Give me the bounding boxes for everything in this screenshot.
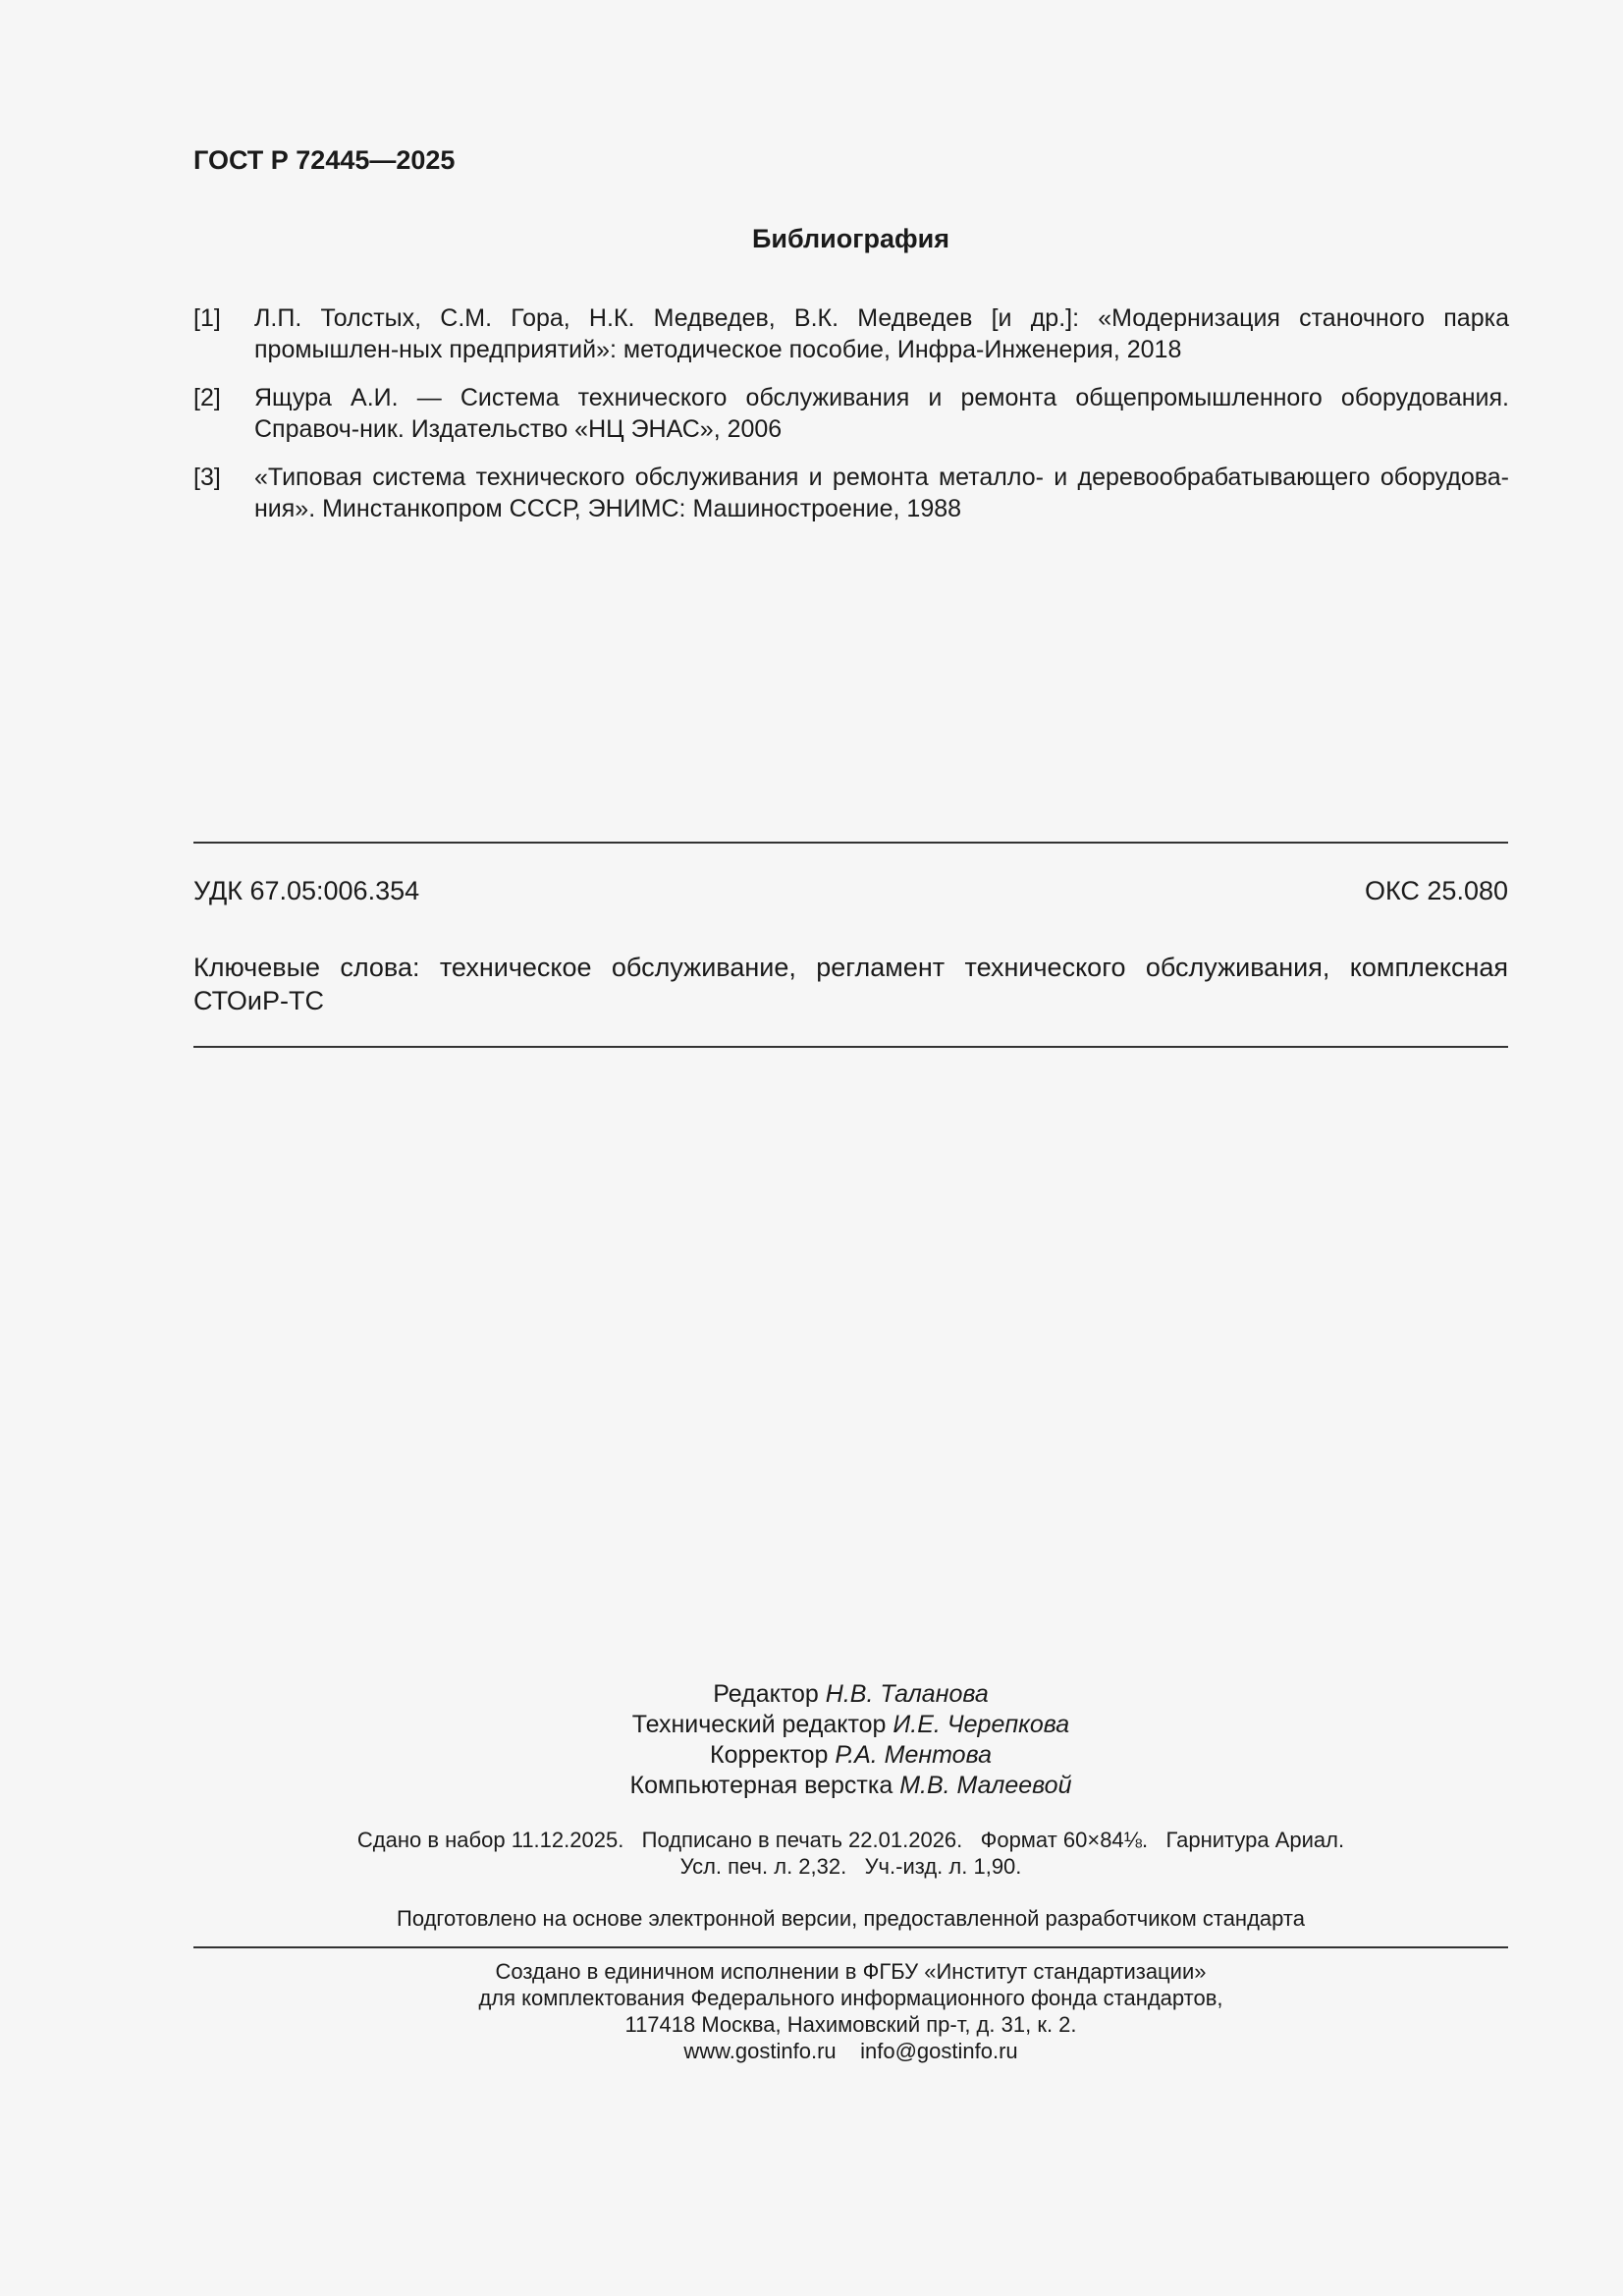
bibliography-item-number: [2] <box>193 384 221 411</box>
credit-line <box>0 1771 1623 1801</box>
credit-name: Н.В. Таланова <box>825 1680 989 1708</box>
oks-code: ОКС 25.080 <box>1364 876 1508 905</box>
bibliography-item-text: Л.П. Толстых, С.М. Гора, Н.К. Медведев, В.К. Медведев [и др.]: «Модернизация станочного парка промышлен-ных предприятий»: методическое пособие, Инфра-Инженерия, 2018 <box>254 304 1509 363</box>
publisher-line: Создано в единичном исполнении в ФГБУ «Институт стандартизации» <box>495 1959 1207 1984</box>
divider-bottom <box>193 1946 1508 1948</box>
bibliography-item <box>193 302 1509 365</box>
publisher-contacts: www.gostinfo.ru info@gostinfo.ru <box>683 2039 1018 2063</box>
print-info-line: Сдано в набор 11.12.2025. Подписано в печать 22.01.2026. Формат 60×84⅛. Гарнитура Ариал. <box>356 1828 1345 1852</box>
publisher-line: для комплектования Федерального информационного фонда стандартов, <box>478 1986 1223 2010</box>
bibliography-item-number: [1] <box>193 304 221 332</box>
divider-top <box>193 842 1508 844</box>
credit-name: Р.А. Ментова <box>835 1741 992 1769</box>
bibliography-item-number: [3] <box>193 464 221 491</box>
bibliography-item-text: «Типовая система технического обслуживания и ремонта металло- и деревообрабатывающего оборудова-ния». Минстанкопром СССР, ЭНИМС: Машиностроение, 1988 <box>254 464 1509 522</box>
keywords: Ключевые слова: техническое обслуживание, регламент технического обслуживания, комплексная СТОиР-ТС <box>193 953 1508 1015</box>
divider-keywords <box>193 1046 1508 1048</box>
bibliography-title: Библиография <box>752 224 949 253</box>
publisher-line: 117418 Москва, Нахимовский пр-т, д. 31, к. 2. <box>624 2012 1077 2037</box>
credit-name: И.Е. Черепкова <box>893 1711 1070 1738</box>
prepared-note: Подготовлено на основе электронной версии, предоставленной разработчиком стандарта <box>397 1906 1305 1931</box>
bibliography-item-text: Ящура А.И. — Система технического обслуживания и ремонта общепромышленного оборудования. Справоч-ник. Издательство «НЦ ЭНАС», 2006 <box>254 384 1509 443</box>
credit-line <box>0 1679 1623 1710</box>
udk-code: УДК 67.05:006.354 <box>193 876 420 905</box>
credit-name: М.В. Малеевой <box>899 1772 1072 1799</box>
credit-role: Компьютерная верстка <box>629 1772 893 1799</box>
print-info-line: Усл. печ. л. 2,32. Уч.-изд. л. 1,90. <box>679 1854 1022 1879</box>
credit-line <box>0 1710 1623 1740</box>
credit-role: Технический редактор <box>631 1711 887 1738</box>
credit-role: Корректор <box>710 1741 829 1769</box>
bibliography-item <box>193 382 1509 445</box>
bibliography-item <box>193 462 1509 524</box>
credit-line <box>0 1740 1623 1771</box>
document-code: ГОСТ Р 72445—2025 <box>193 145 456 175</box>
credit-role: Редактор <box>713 1680 819 1708</box>
